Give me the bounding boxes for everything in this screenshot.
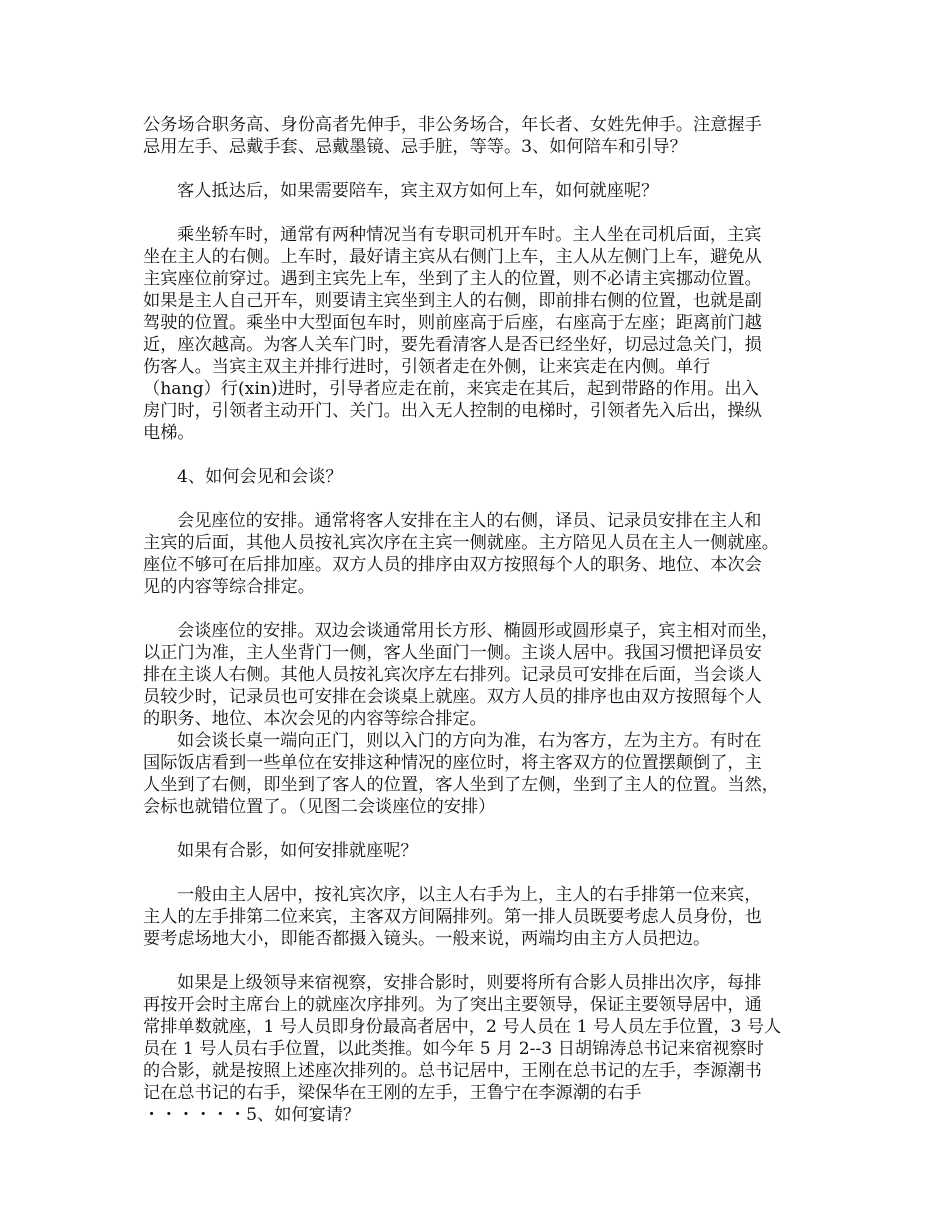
text-line: 房门时，引领者主动开门、关门。出入无人控制的电梯时，引领者先入后出，操纵 [143,401,762,421]
text-line: ・・・・・・5、如何宴请？ [143,1105,361,1125]
paragraph-guest-arrival [143,180,815,202]
text-line: 见的内容等综合排定。 [143,577,315,597]
text-line: 以正门为准，主人坐背门一侧，客人坐面门一侧。主谈人居中。我国习惯把译员安 [143,643,762,663]
text-line: 伤客人。当宾主双主并排行进时，引领者走在外侧，让来宾走在内侧。单行 [143,357,711,377]
paragraph-long-table [143,730,815,818]
text-line: 4、如何会见和会谈？ [177,467,343,487]
text-line: 一般由主人居中，按礼宾次序，以主人右手为上，主人的右手排第一位来宾， [177,885,762,905]
text-line: 如果有合影，如何安排就座呢？ [177,841,418,861]
text-line: 要考虑场地大小，即能否都摄入镜头。一般来说，两端均由主方人员把边。 [143,929,711,949]
text-line: 如果是上级领导来宿视察，安排合影时，则要将所有合影人员排出次序，每排 [177,973,762,993]
text-line: 客人抵达后，如果需要陪车，宾主双方如何上车，如何就座呢？ [177,181,659,201]
paragraph-handshake [143,114,815,158]
text-line: 主宾的后面，其他人员按礼宾次序在主宾一侧就座。主方陪见人员在主人一侧就座。 [143,533,779,553]
text-line: 公务场合职务高、身份高者先伸手，非公务场合，年长者、女姓先伸手。注意握手 [143,115,762,135]
heading-group-photo [143,840,815,862]
text-line: 坐在主人的右侧。上车时，最好请主宾从右侧门上车，主人从左侧门上车，避免从 [143,247,762,267]
text-line: 国际饭店看到一些单位在安排这种情况的座位时，将主客双方的位置摆颠倒了，主 [143,753,762,773]
text-line: 排在主谈人右侧。其他人员按礼宾次序左右排列。记录员可安排在后面，当会谈人 [143,665,762,685]
text-line: 主宾座位前穿过。遇到主宾先上车，坐到了主人的位置，则不必请主宾挪动位置。 [143,269,762,289]
text-line: 会见座位的安排。通常将客人安排在主人的右侧，译员、记录员安排在主人和 [177,511,762,531]
text-line: 人坐到了右侧，即坐到了客人的位置，客人坐到了左侧，坐到了主人的位置。当然， [143,775,779,795]
text-line: 会谈座位的安排。双边会谈通常用长方形、椭圆形或圆形桌子，宾主相对而坐， [177,621,779,641]
text-line: 的职务、地位、本次会见的内容等综合排定。 [143,709,487,729]
heading-meeting-talks [143,466,815,488]
text-line: 如会谈长桌一端向正门，则以入门的方向为准，右为客方，左为主方。有时在 [177,731,762,751]
text-line: 忌用左手、忌戴手套、忌戴墨镜、忌手脏，等等。3、如何陪车和引导？ [143,137,687,157]
text-line: 乘坐轿车时，通常有两种情况当有专职司机开车时。主人坐在司机后面，主宾 [177,225,762,245]
text-line: 电梯。 [143,423,195,443]
paragraph-meeting-seating [143,510,815,598]
text-line: 常排单数就座，1 号人员即身份最高者居中，2 号人员在 1 号人员左手位置，3 号人 [143,1017,782,1037]
text-line: 员在 1 号人员右手位置，以此类推。如今年 5 月 2--3 日胡锦涛总书记来宿视察时 [143,1039,764,1059]
text-line: 员较少时，记录员也可安排在会谈桌上就座。双方人员的排序也由双方按照每个人 [143,687,762,707]
paragraph-leader-visit [143,972,815,1126]
paragraph-talks-seating [143,620,815,730]
paragraph-car-seating [143,224,815,444]
text-line: （hang）行(xin)进时，引导者应走在前，来宾走在其后，起到带路的作用。出入 [143,379,759,399]
text-line: 如果是主人自己开车，则要请主宾坐到主人的右侧，即前排右侧的位置，也就是副 [143,291,762,311]
text-line: 座位不够可在后排加座。双方人员的排序由双方按照每个人的职务、地位、本次会 [143,555,762,575]
text-line: 近，座次越高。为客人关车门时，要先看清客人是否已经坐好，切忌过急关门，损 [143,335,762,355]
text-line: 会标也就错位置了。（见图二会谈座位的安排） [143,797,496,817]
paragraph-photo-order [143,884,815,950]
text-line: 再按开会时主席台上的就座次序排列。为了突出主要领导，保证主要领导居中，通 [143,995,762,1015]
text-line: 的合影，就是按照上述座次排列的。总书记居中，王刚在总书记的左手，李源潮书 [143,1061,762,1081]
text-line: 驾驶的位置。乘坐中大型面包车时，则前座高于后座，右座高于左座；距离前门越 [143,313,762,333]
text-line: 记在总书记的右手，梁保华在王刚的左手，王鲁宁在李源潮的右手 [143,1083,642,1103]
text-line: 主人的左手排第二位来宾，主客双方间隔排列。第一排人员既要考虑人员身份，也 [143,907,762,927]
